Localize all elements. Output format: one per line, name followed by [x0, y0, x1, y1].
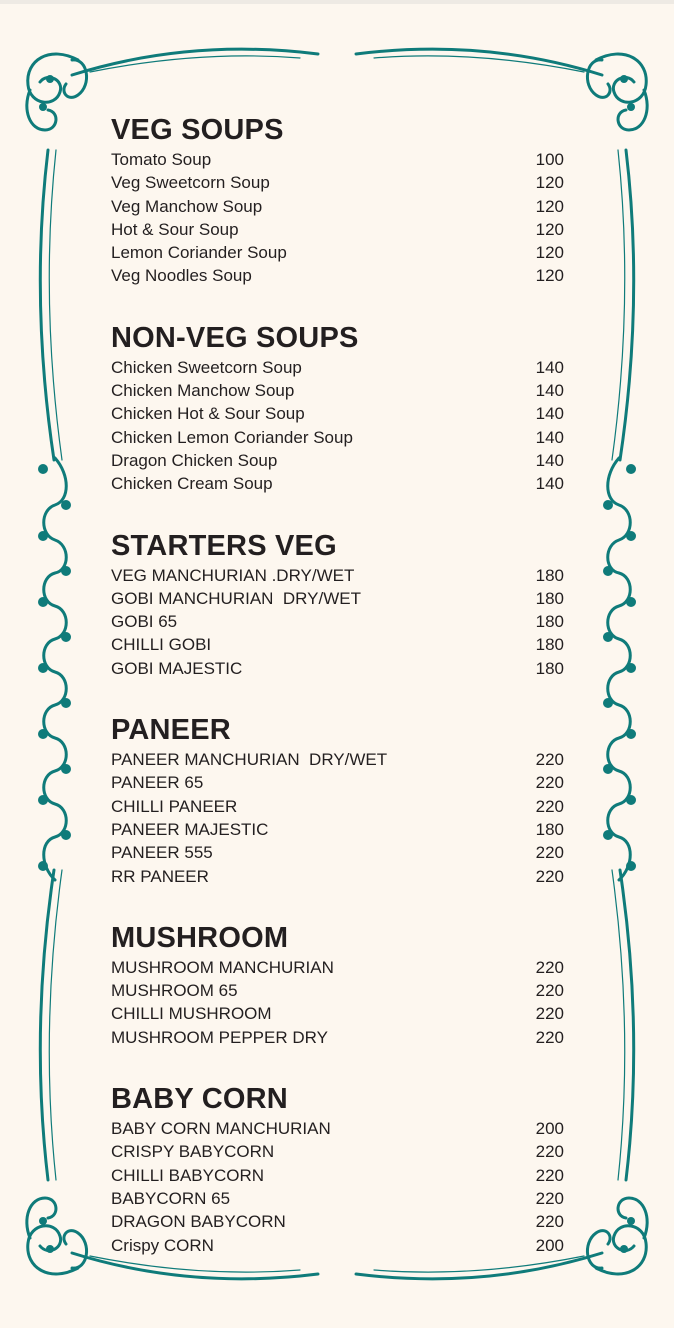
- item-price: 100: [535, 150, 564, 169]
- item-name: CHILLI GOBI: [111, 635, 212, 655]
- item-name: PANEER MAJESTIC: [111, 819, 269, 839]
- menu-item: [111, 402, 564, 425]
- menu-item: [111, 818, 564, 841]
- item-name: BABYCORN 65: [111, 1188, 231, 1208]
- item-name: PANEER 65: [111, 773, 204, 793]
- item-price: 220: [535, 957, 564, 977]
- menu-item: [111, 1140, 564, 1163]
- menu-item: [111, 1210, 564, 1233]
- menu-item: [111, 379, 564, 402]
- menu-item: [111, 1164, 564, 1187]
- item-price: 180: [535, 588, 564, 608]
- menu-item: [111, 979, 564, 1002]
- menu-item: [111, 1117, 564, 1140]
- item-name: GOBI MANCHURIAN DRY/WET: [111, 588, 361, 608]
- menu-item: [111, 841, 564, 864]
- item-name: Chicken Hot & Sour Soup: [111, 404, 305, 424]
- item-name: GOBI MAJESTIC: [111, 658, 243, 678]
- item-price: 180: [535, 635, 564, 655]
- menu-item: [111, 195, 564, 218]
- menu-item: [111, 148, 564, 171]
- item-price: 120: [535, 219, 564, 239]
- item-price: 140: [535, 404, 564, 424]
- item-price: 120: [535, 173, 564, 193]
- section-title: MUSHROOM: [111, 921, 289, 954]
- section-title: STARTERS VEG: [111, 529, 337, 562]
- item-price: 120: [535, 243, 564, 263]
- item-name: CRISPY BABYCORN: [111, 1142, 275, 1162]
- menu-item: [111, 1002, 564, 1025]
- item-name: DRAGON BABYCORN: [111, 1212, 286, 1232]
- menu-item: [111, 795, 564, 818]
- menu-item: [111, 633, 564, 656]
- item-price: 220: [535, 981, 564, 1001]
- section-title: PANEER: [111, 714, 231, 747]
- menu-item: [111, 218, 564, 241]
- item-name: VEG MANCHURIAN .DRY/WET: [111, 565, 355, 585]
- section-mushroom: [111, 921, 564, 1049]
- section-non-veg-soups: [111, 321, 564, 496]
- menu-item: [111, 748, 564, 771]
- section-title: VEG SOUPS: [111, 114, 284, 146]
- section-starters-veg: [111, 529, 564, 680]
- menu-item: [111, 771, 564, 794]
- item-name: Veg Sweetcorn Soup: [111, 173, 270, 193]
- item-price: 220: [535, 796, 564, 816]
- menu-item: [111, 1026, 564, 1049]
- item-price: 180: [535, 819, 564, 839]
- item-price: 140: [535, 381, 564, 401]
- menu-item: [111, 1234, 564, 1257]
- item-name: Crispy CORN: [111, 1235, 214, 1255]
- item-price: 200: [535, 1119, 564, 1139]
- menu-item: [111, 657, 564, 680]
- item-name: CHILLI MUSHROOM: [111, 1004, 272, 1024]
- menu-list: [111, 113, 564, 1257]
- item-name: Chicken Manchow Soup: [111, 381, 295, 401]
- item-name: Hot & Sour Soup: [111, 219, 239, 239]
- item-name: GOBI 65: [111, 612, 178, 632]
- menu-item: [111, 264, 564, 287]
- item-price: 120: [535, 196, 564, 216]
- item-price: 220: [535, 1212, 564, 1232]
- item-name: Tomato Soup: [111, 150, 212, 169]
- item-price: 180: [535, 612, 564, 632]
- menu-item: [111, 610, 564, 633]
- item-price: 220: [535, 1188, 564, 1208]
- section-baby-corn: [111, 1082, 564, 1257]
- item-price: 180: [535, 565, 564, 585]
- menu-item: [111, 356, 564, 379]
- menu-item: [111, 564, 564, 587]
- item-price: 180: [535, 658, 564, 678]
- item-name: MUSHROOM 65: [111, 981, 238, 1001]
- menu-item: [111, 956, 564, 979]
- item-name: PANEER 555: [111, 843, 213, 863]
- item-name: Chicken Sweetcorn Soup: [111, 357, 302, 377]
- section-title: BABY CORN: [111, 1083, 288, 1116]
- item-name: MUSHROOM PEPPER DRY: [111, 1027, 328, 1047]
- menu-item: [111, 171, 564, 194]
- item-price: 220: [535, 866, 564, 886]
- item-name: BABY CORN MANCHURIAN: [111, 1119, 331, 1139]
- item-name: RR PANEER: [111, 866, 209, 886]
- menu-item: [111, 426, 564, 449]
- item-price: 140: [535, 357, 564, 377]
- item-name: CHILLI BABYCORN: [111, 1165, 265, 1185]
- item-price: 220: [535, 750, 564, 770]
- item-name: Lemon Coriander Soup: [111, 243, 287, 263]
- section-title: NON-VEG SOUPS: [111, 321, 359, 354]
- item-price: 220: [535, 773, 564, 793]
- menu-item: [111, 587, 564, 610]
- section-veg-soups: [111, 113, 564, 288]
- item-price: 140: [535, 474, 564, 494]
- item-name: MUSHROOM MANCHURIAN: [111, 957, 334, 977]
- item-name: Chicken Lemon Coriander Soup: [111, 427, 353, 447]
- item-price: 220: [535, 1027, 564, 1047]
- item-price: 140: [535, 450, 564, 470]
- item-name: CHILLI PANEER: [111, 796, 238, 816]
- item-price: 120: [535, 266, 564, 286]
- item-price: 220: [535, 1165, 564, 1185]
- item-price: 140: [535, 427, 564, 447]
- item-price: 220: [535, 1004, 564, 1024]
- menu-item: [111, 865, 564, 888]
- item-name: Veg Manchow Soup: [111, 196, 263, 216]
- menu-item: [111, 1187, 564, 1210]
- item-price: 220: [535, 843, 564, 863]
- menu-item: [111, 241, 564, 264]
- menu-item: [111, 449, 564, 472]
- item-name: Veg Noodles Soup: [111, 266, 252, 286]
- section-paneer: [111, 713, 564, 888]
- item-price: 220: [535, 1142, 564, 1162]
- item-price: 200: [535, 1235, 564, 1255]
- menu-item: [111, 472, 564, 495]
- item-name: Dragon Chicken Soup: [111, 450, 278, 470]
- item-name: PANEER MANCHURIAN DRY/WET: [111, 750, 388, 770]
- item-name: Chicken Cream Soup: [111, 474, 273, 494]
